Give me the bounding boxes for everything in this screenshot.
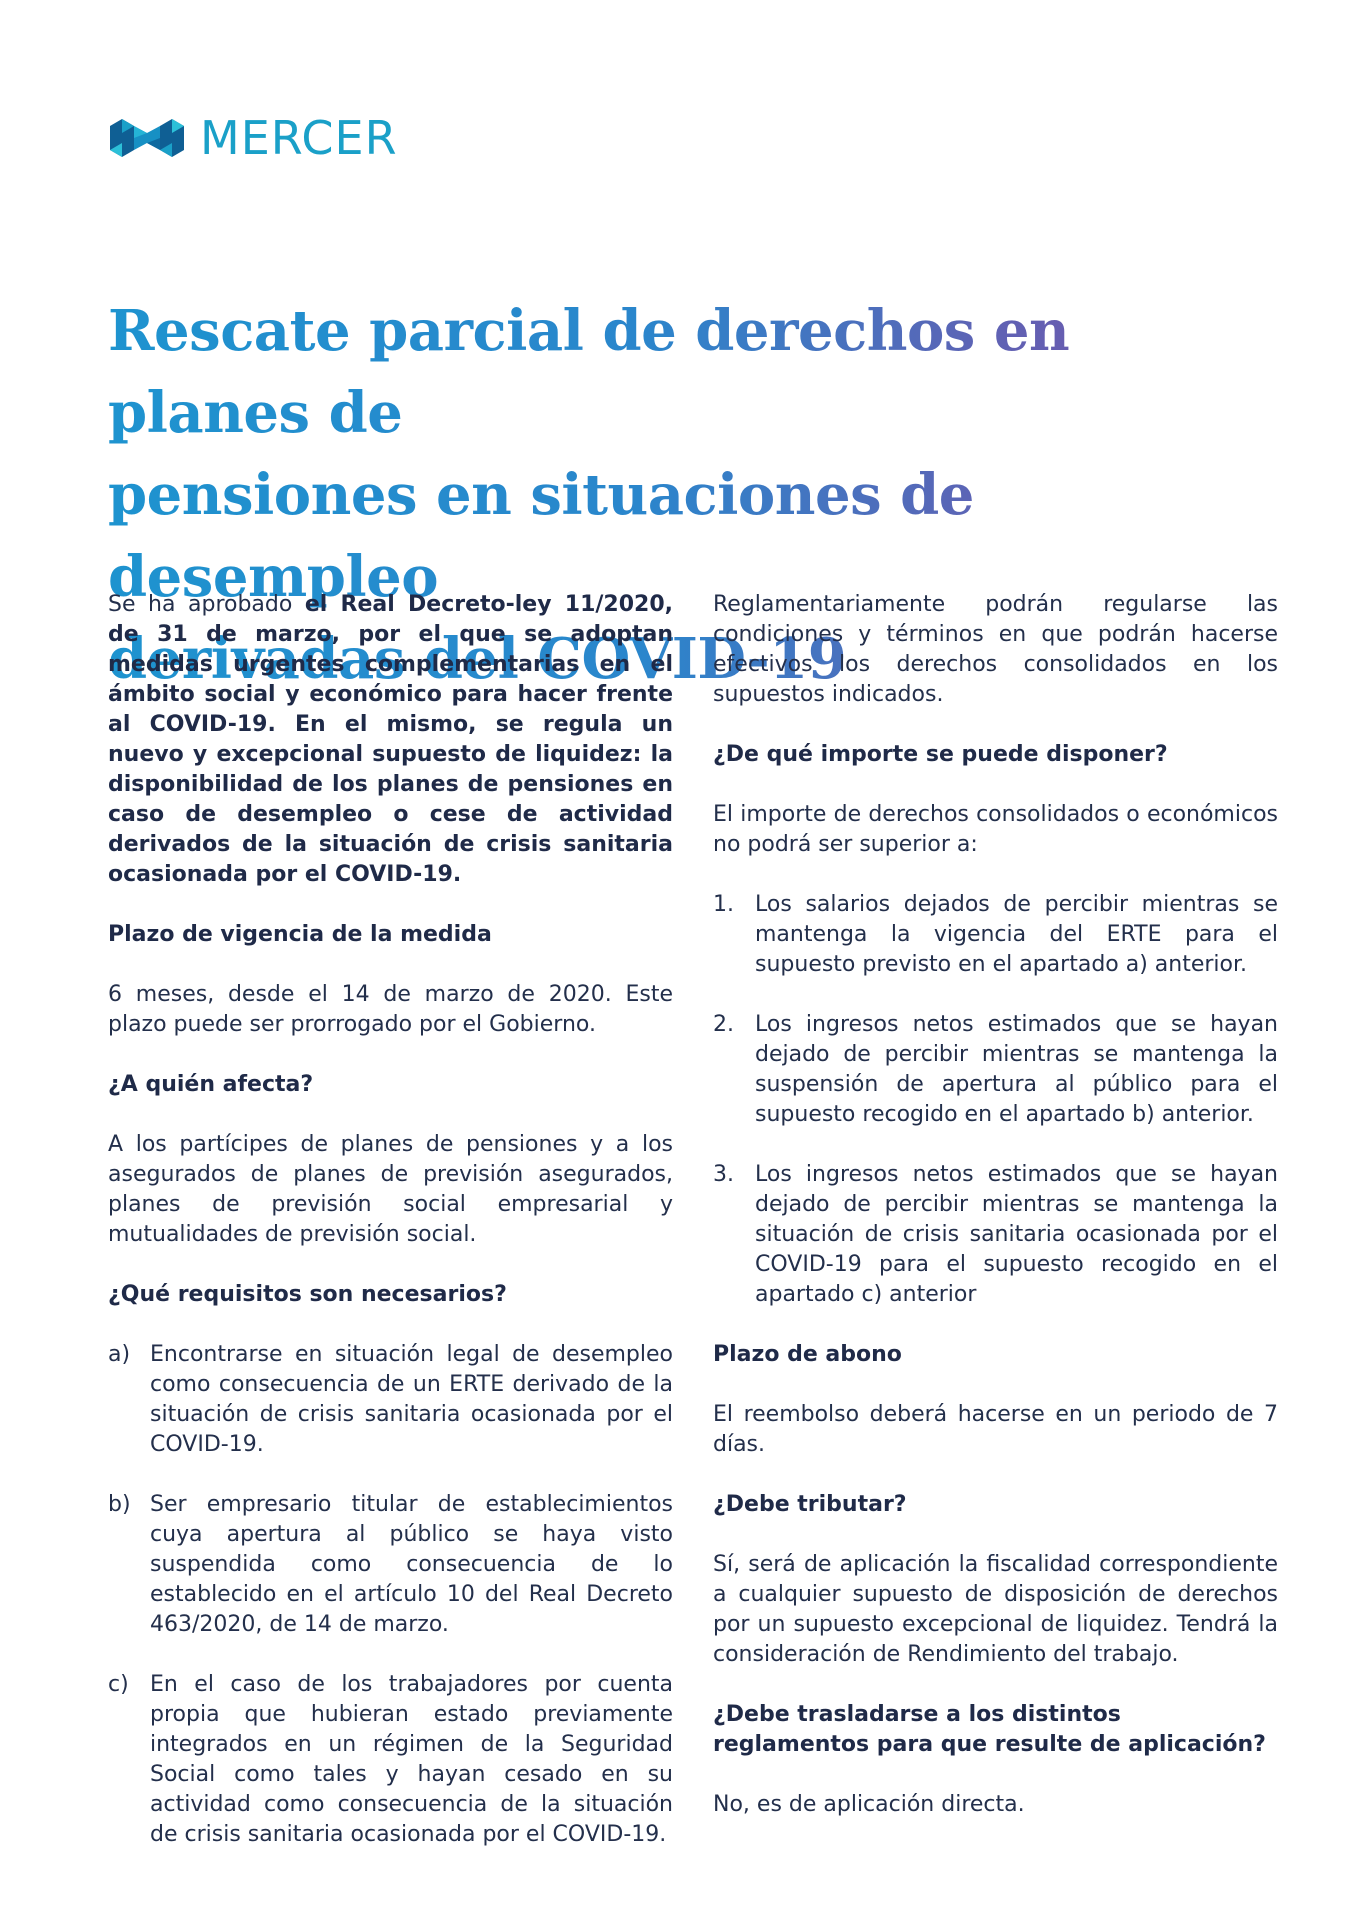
section-heading-plazo-abono: Plazo de abono (713, 1342, 902, 1367)
list-marker: 1. (713, 892, 734, 917)
intro-paragraph (108, 590, 673, 890)
list-text: Los ingresos netos estimados que se hayan dejado de percibir mientras se mantenga la suspensión de apertura al público para el supuesto recogido en el apartado b) anterior. (755, 1012, 1278, 1127)
list-text: Ser empresario titular de establecimientos cuya apertura al público se haya visto suspendida como consecuencia de lo establecido en el artículo 10 del Real Decreto 463/2020, de 14 de marzo. (150, 1492, 673, 1637)
intro-prefix: Se ha aprobado (108, 592, 305, 617)
title-line: derivadas del COVID-19 (108, 626, 847, 692)
section-heading-tributar: ¿Debe tributar? (713, 1492, 907, 1517)
list-text: Los ingresos netos estimados que se hayan dejado de percibir mientras se mantenga la situación de crisis sanitaria ocasionada por el COVID-19 para el supuesto recogido en el apartado c) anterior (755, 1162, 1278, 1307)
section-text-trasladarse: No, es de aplicación directa. (713, 1792, 1025, 1817)
section-heading-importe: ¿De qué importe se puede disponer? (713, 742, 1168, 767)
mercer-logo-text: MERCER (200, 111, 398, 165)
list-item (713, 1010, 1278, 1130)
list-item (108, 1340, 673, 1460)
section-text-tributar: Sí, será de aplicación la fiscalidad correspondiente a cualquier supuesto de disposición de derechos por un supuesto excepcional de liquidez. Tendrá la consideración de Rendimiento del trabajo. (713, 1552, 1278, 1667)
list-marker: b) (108, 1492, 131, 1517)
list-marker: 2. (713, 1012, 734, 1037)
section-text-plazo-abono: El reembolso deberá hacerse en un periodo de 7 días. (713, 1402, 1278, 1457)
list-item (108, 1490, 673, 1640)
section-heading-a-quien: ¿A quién afecta? (108, 1072, 314, 1097)
intro-bold: el Real Decreto-ley 11/2020, de 31 de marzo, por el que se adoptan medidas urgentes complementarias en el ámbito social y económico para hacer frente al COVID-19. En el mismo, se regula un nuevo y excepcional supuesto de liquidez: la disponibilidad de los planes de pensiones en caso de desempleo o cese de actividad derivados de la situación de crisis sanitaria ocasionada por el COVID-19. (108, 592, 674, 887)
list-text: Los salarios dejados de percibir mientras se mantenga la vigencia del ERTE para el supuesto previsto en el apartado a) anterior. (755, 892, 1278, 977)
list-text: Encontrarse en situación legal de desempleo como consecuencia de un ERTE derivado de la situación de crisis sanitaria ocasionada por el COVID-19. (150, 1342, 673, 1457)
left-column (108, 590, 673, 1880)
title-line: pensiones en situaciones de desempleo (108, 462, 974, 610)
list-text: En el caso de los trabajadores por cuenta propia que hubieran estado previamente integrados en un régimen de la Seguridad Social como tales y hayan cesado en su actividad como consecuencia de la situación de crisis sanitaria ocasionada por el COVID-19. (150, 1672, 673, 1847)
mercer-logo (108, 111, 398, 165)
list-marker: c) (108, 1672, 129, 1697)
section-heading-plazo-vigencia: Plazo de vigencia de la medida (108, 922, 492, 947)
section-text-importe: El importe de derechos consolidados o económicos no podrá ser superior a: (713, 802, 1278, 857)
section-text-reglamentariamente: Reglamentariamente podrán regularse las condiciones y términos en que podrán hacerse efectivos los derechos consolidados en los supuestos indicados. (713, 592, 1278, 707)
list-item (713, 890, 1278, 980)
list-marker: 3. (713, 1162, 734, 1187)
list-marker: a) (108, 1342, 131, 1367)
list-item (108, 1670, 673, 1850)
mercer-logo-icon (108, 116, 186, 160)
section-heading-trasladarse: ¿Debe trasladarse a los distintos reglamentos para que resulte de aplicación? (713, 1702, 1266, 1757)
section-text-plazo-vigencia: 6 meses, desde el 14 de marzo de 2020. Este plazo puede ser prorrogado por el Gobierno. (108, 982, 673, 1037)
right-column (713, 590, 1278, 1850)
title-line: Rescate parcial de derechos en planes de (108, 298, 1070, 446)
list-item (713, 1160, 1278, 1310)
section-text-a-quien: A los partícipes de planes de pensiones y a los asegurados de planes de previsión asegurados, planes de previsión social empresarial y mutualidades de previsión social. (108, 1132, 673, 1247)
section-heading-requisitos: ¿Qué requisitos son necesarios? (108, 1282, 507, 1307)
